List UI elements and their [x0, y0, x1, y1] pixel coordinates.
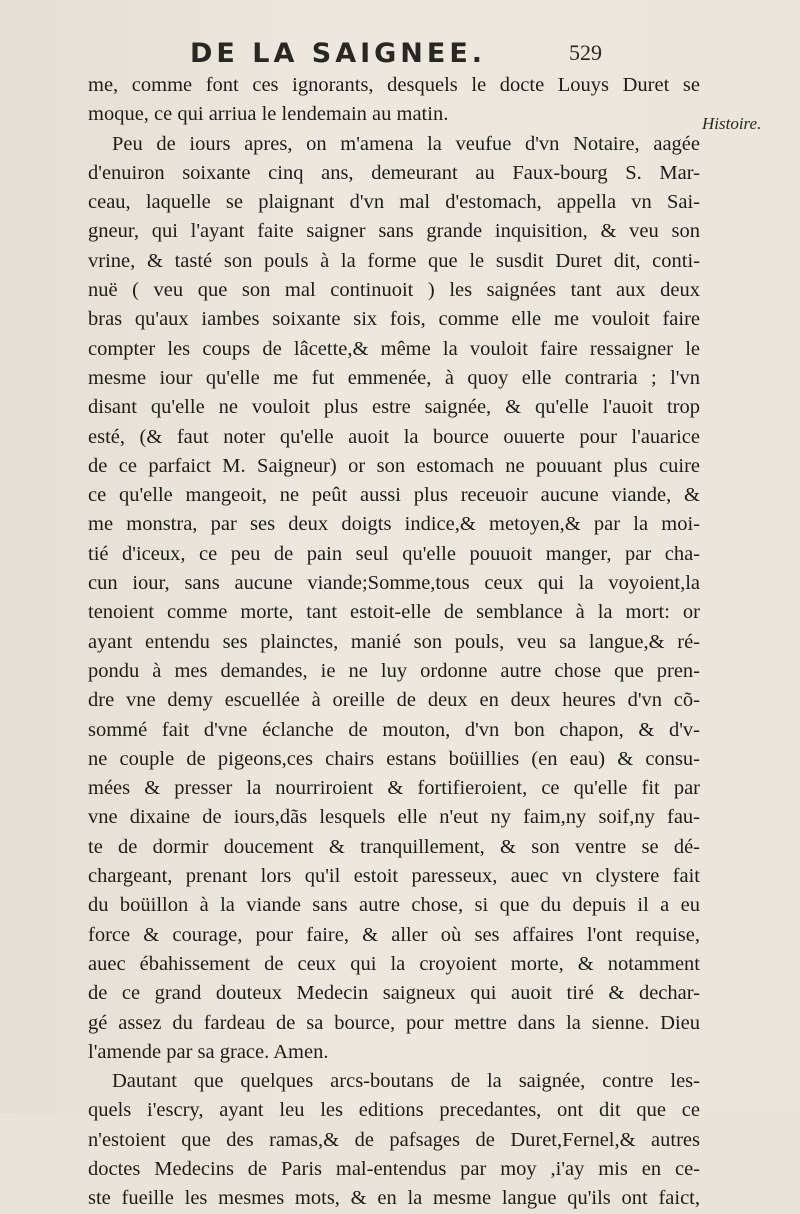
text-line: vne dixaine de iours,dãs lesquels elle n'eut ny faim,ny soif,ny fau- [88, 806, 700, 829]
text-line: quels i'escry, ayant leu les editions precedantes, ont dit que ce [88, 1099, 700, 1122]
text-line: esté, (& faut noter qu'elle auoit la bource ouuerte pour l'auarice [88, 425, 700, 448]
text-line: n'estoient que des ramas,& de pafsages de Duret,Fernel,& autres [88, 1128, 700, 1151]
text-line: disant qu'elle ne vouloit plus estre saignée, & qu'elle l'auoit trop [88, 396, 700, 419]
text-line: de ce grand douteux Medecin saigneux qui auoit tiré & dechar- [88, 982, 700, 1005]
text-line: dre vne demy escuellée à oreille de deux en deux heures d'vn cõ- [88, 689, 700, 712]
text-line: Dautant que quelques arcs-boutans de la saignée, contre les- [112, 1070, 700, 1093]
body-text [88, 71, 700, 1214]
page-number: 529 [569, 40, 602, 65]
text-line: l'amende par sa grace. Amen. [88, 1040, 329, 1063]
text-line: mesme iour qu'elle me fut emmenée, à quoy elle contraria ; l'vn [88, 366, 700, 389]
text-line: ce qu'elle mangeoit, ne peût aussi plus receuoir aucune viande, & [88, 484, 700, 507]
text-line: Peu de iours apres, on m'amena la veufue d'vn Notaire, aagée [112, 132, 700, 155]
text-line: tié d'iceux, ce peu de pain seul qu'elle pouuoit manger, par cha- [88, 542, 700, 565]
text-line: mées & presser la nourriroient & fortifieroient, ce qu'elle fit par [88, 777, 700, 800]
text-line: me monstra, par ses deux doigts indice,& metoyen,& par la moi- [88, 513, 700, 536]
text-line: pondu à mes demandes, ie ne luy ordonne autre chose que pren- [88, 659, 700, 682]
text-line: ayant entendu ses plainctes, manié son pouls, veu sa langue,& ré- [88, 630, 700, 653]
running-head: DE LA SAIGNEE. [190, 38, 487, 69]
text-line: ceau, laquelle se plaignant d'vn mal d'estomach, appella vn Sai- [88, 191, 700, 214]
text-line: ste fueille les mesmes mots, & en la mesme langue qu'ils ont faict, [88, 1187, 700, 1210]
text-line: force & courage, pour faire, & aller où ses affaires l'ont requise, [88, 923, 700, 946]
text-line: auec ébahissement de ceux qui la croyoient morte, & notamment [88, 952, 700, 975]
text-line: moque, ce qui arriua le lendemain au matin. [88, 103, 449, 126]
text-line: doctes Medecins de Paris mal-entendus par moy ,i'ay mis en ce- [88, 1157, 700, 1180]
text-line: te de dormir doucement & tranquillement, & son ventre se dé- [88, 835, 700, 858]
text-line: me, comme font ces ignorants, desquels le docte Louys Duret se [88, 74, 700, 96]
text-line: chargeant, prenant lors qu'il estoit paresseux, auec vn clystere fait [88, 865, 700, 888]
margin-note: Histoire. [702, 114, 762, 133]
text-line: de ce parfaict M. Saigneur) or son estomach ne pouuant plus cuire [88, 454, 700, 477]
text-line: sommé fait d'vne éclanche de mouton, d'vn bon chapon, & d'v- [88, 718, 700, 741]
text-line: bras qu'aux iambes soixante six fois, comme elle me vouloit faire [88, 308, 700, 331]
text-line: vrine, & tasté son pouls à la forme que le susdit Duret dit, conti- [88, 249, 700, 272]
text-line: gneur, qui l'ayant faite saigner sans grande inquisition, & veu son [88, 220, 700, 243]
text-line: tenoient comme morte, tant estoit-elle de semblance à la mort: or [88, 601, 700, 624]
text-line: ne couple de pigeons,ces chairs estans boüillies (en eau) & consu- [88, 747, 700, 770]
text-line: d'enuiron soixante cinq ans, demeurant au Faux-bourg S. Mar- [88, 161, 700, 184]
text-line: du boüillon à la viande sans autre chose, si que du depuis il a eu [88, 894, 700, 917]
text-line: nuë ( veu que son mal continuoit ) les saignées tant aux deux [88, 279, 700, 302]
text-line: cun iour, sans aucune viande;Somme,tous ceux qui la voyoient,la [88, 572, 700, 595]
text-line: gé assez du fardeau de sa bource, pour mettre dans la sienne. Dieu [88, 1011, 700, 1034]
text-line: compter les coups de lâcette,& même la vouloit faire ressaigner le [88, 337, 700, 360]
